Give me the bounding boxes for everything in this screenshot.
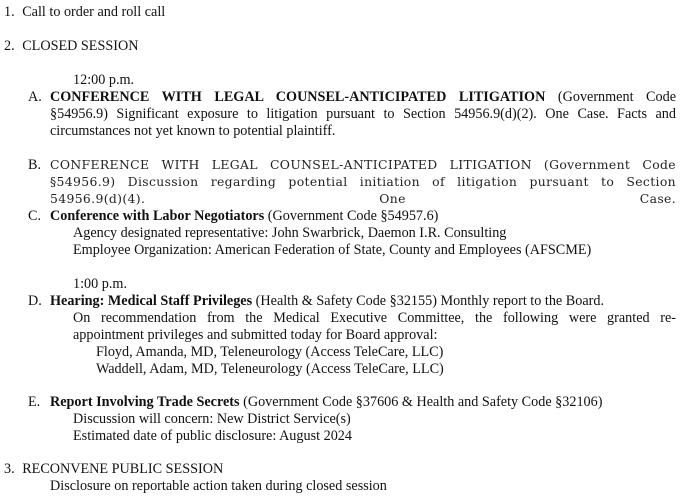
subitem-e-letter: E. (28, 394, 41, 410)
subitem-d-letter: D. (28, 293, 42, 309)
subitem-e-heading: Report Involving Trade Secrets (50, 394, 240, 410)
subitem-c-letter: C. (28, 208, 42, 224)
item-number: 1. (4, 4, 15, 20)
subitem-a-letter: A. (28, 89, 42, 105)
provider-name: Waddell, Adam, MD, Teleneurology (Access TeleCare, LLC) (96, 361, 444, 377)
subitem-d-heading: Hearing: Medical Staff Privileges (50, 293, 253, 309)
agenda-item-3-detail: Disclosure on reportable action taken during closed session (50, 478, 387, 494)
subitem-a-line1 (50, 89, 676, 106)
subitem-e-line1 (50, 394, 602, 411)
item-title: RECONVENE PUBLIC SESSION (22, 461, 224, 477)
subitem-e-line2: Discussion will concern: New District Service(s) (73, 411, 351, 427)
subitem-d-line2: On recommendation from the Medical Executive Committee, the following were granted re- (73, 310, 676, 326)
subitem-a-line3: circumstances not yet known to potential plaintiff. (50, 123, 336, 139)
agenda-item-1 (4, 4, 165, 21)
item-title: Call to order and roll call (22, 4, 166, 20)
subitem-e-line3: Estimated date of public disclosure: August 2024 (73, 428, 352, 444)
subitem-a-line2: §54956.9) Significant exposure to litigation pursuant to Section 54956.9(d)(2). One Case. Facts and (50, 106, 676, 122)
subitem-a-rest: (Government Code (557, 89, 677, 105)
subitem-a-heading: CONFERENCE WITH LEGAL COUNSEL-ANTICIPATED LITIGATION (50, 89, 546, 105)
agenda-item-2 (4, 38, 138, 55)
subitem-d-rest: (Health & Safety Code §32155) Monthly report to the Board. (255, 293, 604, 309)
subitem-d-line3: appointment privileges and submitted today for Board approval: (73, 327, 438, 343)
subitem-d-line1 (50, 293, 604, 310)
subitem-b-line1: CONFERENCE WITH LEGAL COUNSEL-ANTICIPATED LITIGATION (Government Code (50, 157, 676, 172)
subitem-c-line2: Agency designated representative: John Swarbrick, Daemon I.R. Consulting (73, 225, 507, 241)
session-time-noon: 12:00 p.m. (73, 72, 135, 88)
agenda-item-3 (4, 461, 223, 478)
subitem-c-heading: Conference with Labor Negotiators (50, 208, 265, 224)
subitem-b-line2: §54956.9) Discussion regarding potential initiation of litigation pursuant to Section 54956.9(d)(4). One Case. (50, 174, 676, 206)
provider-name: Floyd, Amanda, MD, Teleneurology (Access TeleCare, LLC) (96, 344, 444, 360)
subitem-c-line3: Employee Organization: American Federation of State, County and Employees (AFSCME) (73, 242, 592, 258)
subitem-b-letter: B. (28, 157, 42, 173)
subitem-e-rest: (Government Code §37606 & Health and Safety Code §32106) (243, 394, 603, 410)
item-number: 3. (4, 461, 15, 477)
session-time-one: 1:00 p.m. (73, 276, 127, 292)
item-number: 2. (4, 38, 15, 54)
item-title: CLOSED SESSION (22, 38, 139, 54)
subitem-c-rest: (Government Code §54957.6) (267, 208, 439, 224)
subitem-c-line1 (50, 208, 438, 225)
